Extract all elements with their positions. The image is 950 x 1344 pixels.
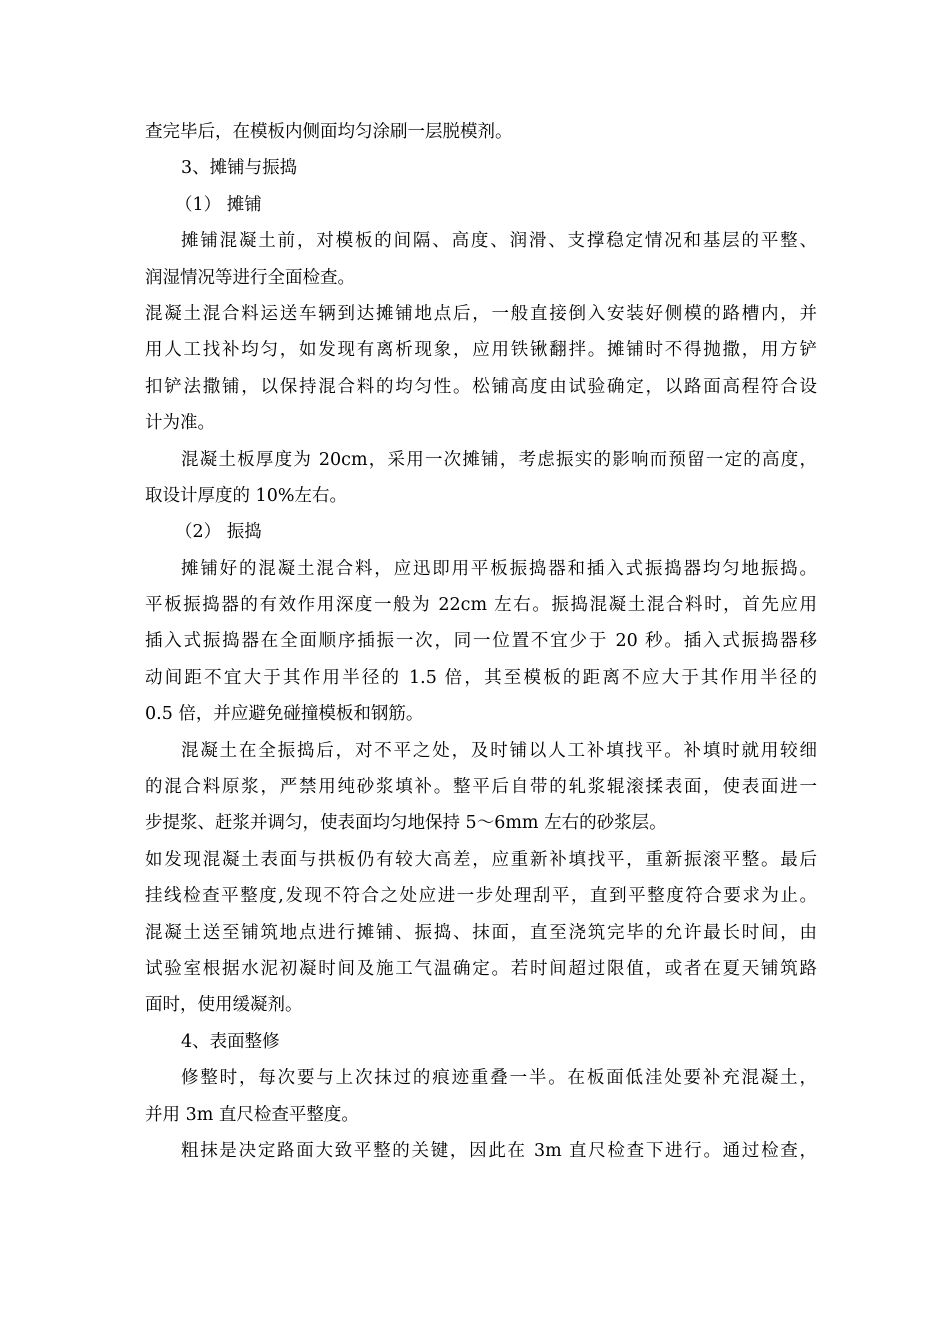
text-line: 面时，使用缓凝剂。 xyxy=(145,995,303,1016)
text-line: 混凝土板厚度为 20cm，采用一次摊铺，考虑振实的影响而预留一定的高度， xyxy=(181,449,817,470)
text-line: 用人工找补均匀，如发现有离析现象，应用铁锹翻拌。摊铺时不得抛撒，用方铲 xyxy=(145,340,817,361)
text-line: 查完毕后，在模板内侧面均匀涂刷一层脱模剂。 xyxy=(145,122,513,142)
text-line: 粗抹是决定路面大致平整的关键，因此在 3m 直尺检查下进行。通过检查， xyxy=(181,1140,817,1161)
text-line: 取设计厚度的 10%左右。 xyxy=(145,485,347,506)
text-line: 摊铺混凝土前，对模板的间隔、高度、润滑、支撑稳定情况和基层的平整、 xyxy=(181,231,817,252)
section-heading: 3、摊铺与振捣 xyxy=(181,158,298,179)
text-line: 计为准。 xyxy=(145,413,215,434)
text-line: 扣铲法撒铺，以保持混合料的均匀性。松铺高度由试验确定，以路面高程符合设 xyxy=(145,376,817,397)
text-line: 0.5 倍，并应避免碰撞模板和钢筋。 xyxy=(145,704,424,725)
text-line: 插入式振捣器在全面顺序插振一次，同一位置不宜少于 20 秒。插入式振捣器移 xyxy=(145,631,817,652)
text-line: 摊铺好的混凝土混合料，应迅即用平板振捣器和插入式振捣器均匀地振捣。 xyxy=(181,558,817,579)
text-line: 试验室根据水泥初凝时间及施工气温确定。若时间超过限值，或者在夏天铺筑路 xyxy=(145,958,817,979)
text-line: 混凝土在全振捣后，对不平之处，及时铺以人工补填找平。补填时就用较细 xyxy=(181,740,817,761)
text-line: 润湿情况等进行全面检查。 xyxy=(145,267,355,288)
text-line: 挂线检查平整度,发现不符合之处应进一步处理刮平，直到平整度符合要求为止。 xyxy=(145,886,817,907)
text-line: 平板振捣器的有效作用深度一般为 22cm 左右。振捣混凝土混合料时，首先应用 xyxy=(145,595,817,616)
text-line: 如发现混凝土表面与拱板仍有较大高差，应重新补填找平，重新振滚平整。最后 xyxy=(145,849,817,870)
text-line: 修整时，每次要与上次抹过的痕迹重叠一半。在板面低洼处要补充混凝土， xyxy=(181,1068,817,1089)
section-heading: 4、表面整修 xyxy=(181,1031,280,1052)
text-line: 混凝土混合料运送车辆到达摊铺地点后，一般直接倒入安装好侧模的路槽内，并 xyxy=(145,303,817,324)
text-line: 混凝土送至铺筑地点进行摊铺、振捣、抹面，直至浇筑完毕的允许最长时间，由 xyxy=(145,922,817,943)
text-line: 动间距不宜大于其作用半径的 1.5 倍，其至模板的距离不应大于其作用半径的 xyxy=(145,667,817,688)
text-line: 并用 3m 直尺检查平整度。 xyxy=(145,1104,359,1125)
text-line: 的混合料原浆，严禁用纯砂浆填补。整平后自带的轧浆辊滚揉表面，使表面进一 xyxy=(145,777,817,798)
document-body xyxy=(145,114,817,1169)
subsection-heading: （2） 振捣 xyxy=(175,522,262,543)
text-line: 步提浆、赶浆并调匀，使表面均匀地保持 5～6mm 左右的砂浆层。 xyxy=(145,813,667,834)
subsection-heading: （1） 摊铺 xyxy=(175,194,262,215)
